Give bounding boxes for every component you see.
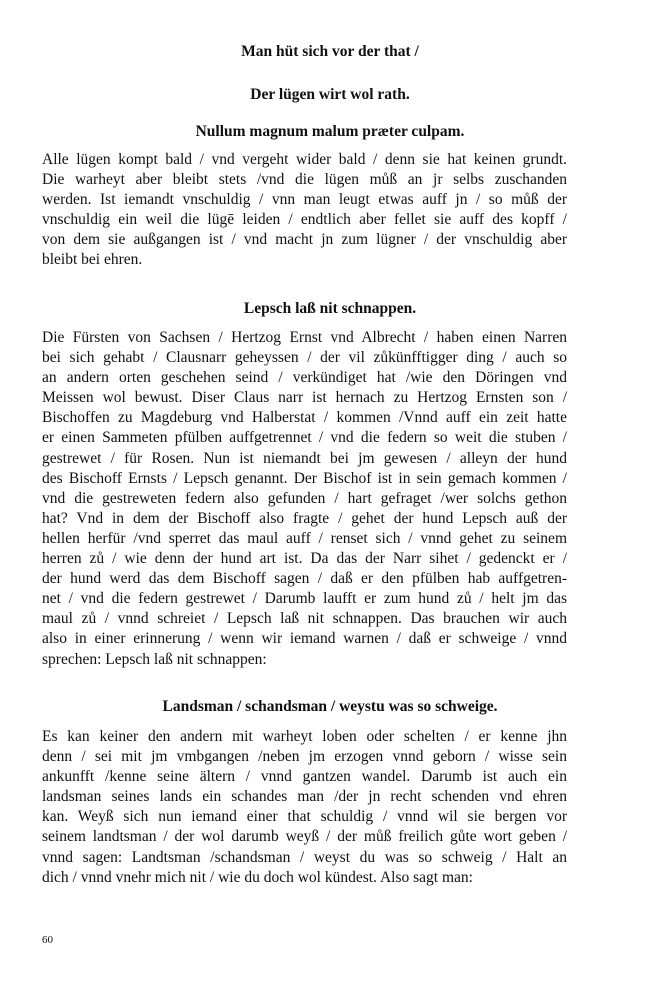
text-line: landsman seines lands ein schandes man /der jn recht schenden vnd ehren	[42, 788, 567, 806]
text-line: Die Fürsten von Sachsen / Hertzog Ernst vnd Albrecht / haben einen Narren	[42, 329, 567, 346]
text-line: net / vnd die federn gestrewet / Darumb laufft er zum hund zů / helt jm das	[42, 590, 567, 608]
text-line: vnd die gestreweten federn also gefunden / hart gefraget /wer solchs gethon	[42, 489, 567, 507]
text-line: hat? Vnd in dem der Bischoff also fragte / gehet der hund Lepsch auß der	[42, 509, 567, 527]
text-line: vnschuldig ein weil die lügē leiden / endtlich aber fellet sie auff des kopff /	[42, 211, 567, 229]
text-line: Die warheyt aber bleibt stets /vnd die lügen můß an jr selbs zuschanden	[42, 171, 567, 189]
text-line: gestrewet / für Rosen. Nun ist niemandt bei jm gewesen / alleyn der hund	[42, 449, 567, 467]
section2-heading: Lepsch laß nit schnappen.	[243, 300, 417, 317]
text-line: bei sich gehabt / Clausnarr geheyssen / der vil zůkünfftigger ding / auch so	[42, 349, 567, 367]
text-line: der hund werd das dem Bischoff sagen / daß er den pfülben hab auffgetren-	[42, 570, 567, 588]
section1-heading-line3: Nullum magnum malum præter culpam.	[195, 123, 465, 140]
section2-paragraph	[42, 328, 567, 670]
text-line: Meissen wol bewust. Diser Claus narr ist hernach zu Hertzog Ernsten son /	[42, 389, 567, 407]
text-line: des Bischoff Ernsts / Lepsch genannt. Der Bischof ist in sein gemach kommen /	[42, 469, 567, 487]
text-line: dich / vnnd vnehr mich nit / wie du doch wol kündest. Also sagt man:	[42, 868, 473, 886]
section1-paragraph	[42, 150, 567, 271]
text-line: also in einer erinnerung / wenn wir iemand warnen / daß er schweige / vnnd	[42, 630, 567, 648]
text-line: ankunfft /kenne seine ältern / vnnd gantzen wandel. Darumb ist auch ein	[42, 768, 567, 786]
text-line: er einen Sammeten pfülben auffgetrennet / vnd die federn so weit die stuben /	[42, 429, 567, 447]
text-line: hellen herfür /vnd sperret das maul auff / renset sich / vnnd gehet zu seinem	[42, 529, 567, 547]
text-line: Es kan keiner den andern mit warheyt loben oder schelten / er kenne jhn	[42, 728, 567, 745]
text-line: seinem landtsman / der wol darumb weyß / der můß freilich gůte wort geben /	[42, 828, 567, 846]
section3-heading: Landsman / schandsman / weystu was so schweige.	[162, 698, 498, 715]
text-line: herren zů / wie denn der hund art ist. Da das der Narr sihet / gedenckt er /	[42, 550, 567, 568]
text-line: bleibt bei ehren.	[42, 251, 143, 269]
text-line: denn / sei mit jm vmbgangen /neben jm erzogen vnnd geborn / wisse sein	[42, 748, 567, 766]
text-line: Bischoffen zu Magdeburg vnd Halberstat / kommen /Vnnd auff ein zeit hatte	[42, 409, 567, 427]
page-number: 60	[42, 934, 53, 946]
text-line: werden. Ist iemandt vnschuldig / vnn man leugt etwas auff jn / so můß der	[42, 191, 567, 209]
text-line: von dem sie außgangen ist / vnd macht jn zum lügner / der vnschuldig aber	[42, 231, 567, 249]
text-line: kan. Weyß sich nun iemand einer that schuldig / vnnd wil sie bergen vor	[42, 808, 567, 826]
section1-heading-line2: Der lügen wirt wol rath.	[250, 86, 410, 103]
text-line: an andern orten geschehen seind / verkündiget hat /wie den Döringen vnd	[42, 369, 567, 387]
section3-paragraph	[42, 727, 567, 888]
section1-heading-line1: Man hüt sich vor der that /	[241, 43, 419, 60]
text-line: sprechen: Lepsch laß nit schnappen:	[42, 650, 267, 668]
text-line: maul zů / vnnd schreiet / Lepsch laß nit schnappen. Das brauchen wir auch	[42, 610, 567, 628]
text-line: vnnd sagen: Landtsman /schandsman / weyst du was so schweig / Halt an	[42, 848, 567, 866]
text-line: Alle lügen kompt bald / vnd vergeht wider bald / denn sie hat keinen grundt.	[42, 151, 567, 168]
